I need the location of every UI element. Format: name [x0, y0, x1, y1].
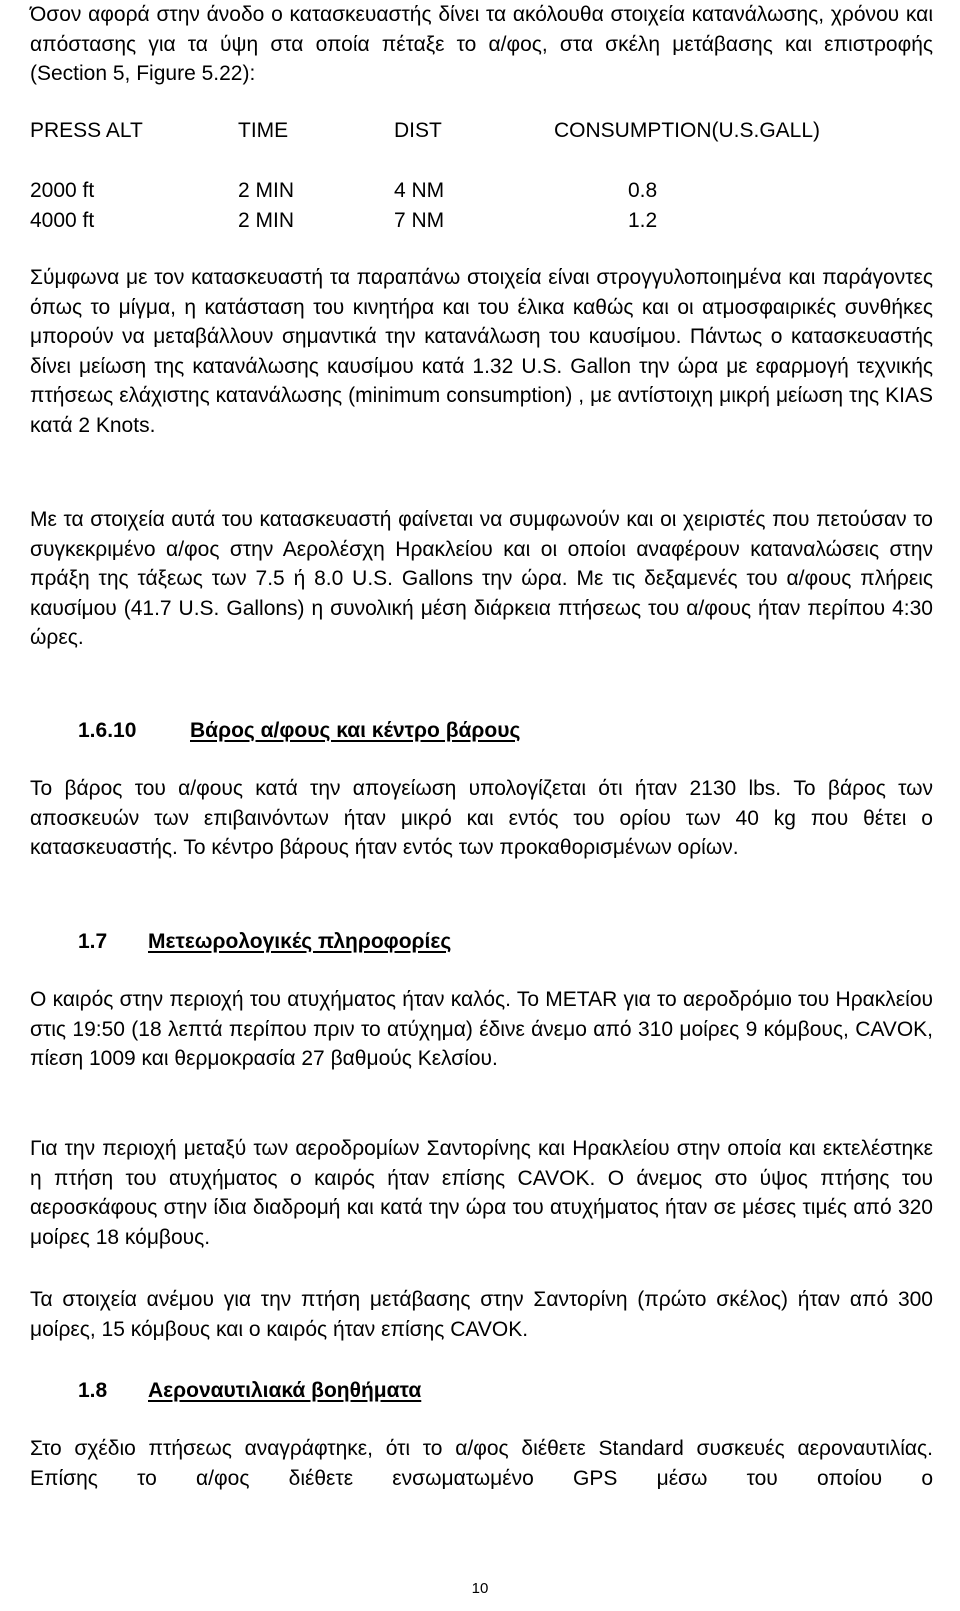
page-number: 10	[471, 1580, 489, 1597]
cell-dist: 4 NM	[394, 179, 445, 202]
header-consumption: CONSUMPTION(U.S.GALL)	[554, 119, 821, 142]
wind-paragraph: Τα στοιχεία ανέμου για την πτήση μετάβασης στην Σαντορίνη (πρώτο σκέλος) ήταν από 300 μοίρες, 15 κόμβους και ο καιρός ήταν επίσης CAVOK.	[30, 1288, 933, 1341]
table-row	[30, 206, 933, 235]
intro-paragraph: Όσον αφορά στην άνοδο ο κατασκευαστής δίνει τα ακόλουθα στοιχεία κατανάλωσης, χρόνου και απόστασης για τα ύψη στα οποία πέταξε το α/φος, στα σκέλη μετάβασης και επιστροφής (Section 5, Figure 5.22):	[30, 3, 933, 85]
section-title: Μετεωρολογικές πληροφορίες	[148, 930, 452, 953]
table-header-row	[30, 116, 933, 145]
navaids-paragraph: Στο σχέδιο πτήσεως αναγράφτηκε, ότι το α/φος διέθετε Standard συσκευές αεροναυτιλίας. Επίσης το α/φος διέθετε ενσωματωμένο GPS μέσω του οποίου ο	[30, 1437, 933, 1490]
section-title: Βάρος α/φους και κέντρο βάρους	[190, 719, 521, 742]
cell-time: 2 MIN	[238, 179, 295, 202]
header-time: TIME	[238, 119, 289, 142]
section-number: 1.8	[78, 1379, 108, 1402]
weather-paragraph: Ο καιρός στην περιοχή του ατυχήματος ήταν καλός. Το METAR για το αεροδρόμιο του Ηρακλείου στις 19:50 (18 λεπτά περίπου πριν το ατύχημα) έδινε άνεμο από 310 μοίρες 9 κόμβους, CAVOK, πίεση 1009 και θερμοκρασία 27 βαθμούς Κελσίου.	[30, 988, 933, 1070]
table-row	[30, 176, 933, 205]
section-title: Αεροναυτιλιακά βοηθήματα	[148, 1379, 422, 1402]
cell-consumption: 0.8	[628, 179, 658, 202]
section-number: 1.7	[78, 930, 108, 953]
cell-consumption: 1.2	[628, 209, 658, 232]
cell-dist: 7 NM	[394, 209, 445, 232]
route-weather-paragraph: Για την περιοχή μεταξύ των αεροδρομίων Σαντορίνης και Ηρακλείου στην οποία και εκτελέστηκε η πτήση του ατυχήματος ο καιρός ήταν επίσης CAVOK. Ο άνεμος στο ύψος πτήσης του αεροσκάφους στην ίδια διαδρομή και κατά την ώρα του ατυχήματος ήταν σε μέσες τιμές από 320 μοίρες 18 κόμβους.	[30, 1137, 933, 1249]
fuel-rounding-paragraph: Σύμφωνα με τον κατασκευαστή τα παραπάνω στοιχεία είναι στρογγυλοποιημένα και παράγοντες όπως το μίγμα, η κατάσταση του κινητήρα και του έλικα καθώς και οι ατμοσφαιρικές συνθήκες μπορούν να μεταβάλλουν σημαντικά την κατανάλωση του καυσίμου. Πάντως ο κατασκευαστής δίνει μείωση της κατανάλωσης καυσίμου κατά 1.32 U.S. Gallon την ώρα με εφαρμογή τεχνικής πτήσεως ελάχιστης κατανάλωσης (minimum consumption) , με αντίστοιχη μικρή μείωση της KIAS κατά 2 Knots.	[30, 266, 933, 437]
cell-press-alt: 2000 ft	[30, 179, 95, 202]
pilots-consumption-paragraph: Με τα στοιχεία αυτά του κατασκευαστή φαίνεται να συμφωνούν και οι χειριστές που πετούσαν το συγκεκριμένο α/φος στην Αερολέσχη Ηρακλείου και οι οποίοι αναφέρουν καταναλώσεις στην πράξη της τάξεως των 7.5 ή 8.0 U.S. Gallons την ώρα. Με τις δεξαμενές του α/φους πλήρεις καυσίμου (41.7 U.S. Gallons) η συνολική μέση διάρκεια πτήσεως του α/φους ήταν περίπου 4:30 ώρες.	[30, 508, 933, 649]
cell-time: 2 MIN	[238, 209, 295, 232]
cell-press-alt: 4000 ft	[30, 209, 95, 232]
header-press-alt: PRESS ALT	[30, 119, 143, 142]
header-dist: DIST	[394, 119, 442, 142]
weight-paragraph: Το βάρος του α/φους κατά την απογείωση υπολογίζεται ότι ήταν 2130 lbs. Το βάρος των αποσκευών των επιβαινόντων ήταν μικρό και εντός του ορίου των 40 kg που θέτει ο κατασκευαστής. Το κέντρο βάρους ήταν εντός των προκαθορισμένων ορίων.	[30, 777, 933, 859]
section-number: 1.6.10	[78, 719, 137, 742]
